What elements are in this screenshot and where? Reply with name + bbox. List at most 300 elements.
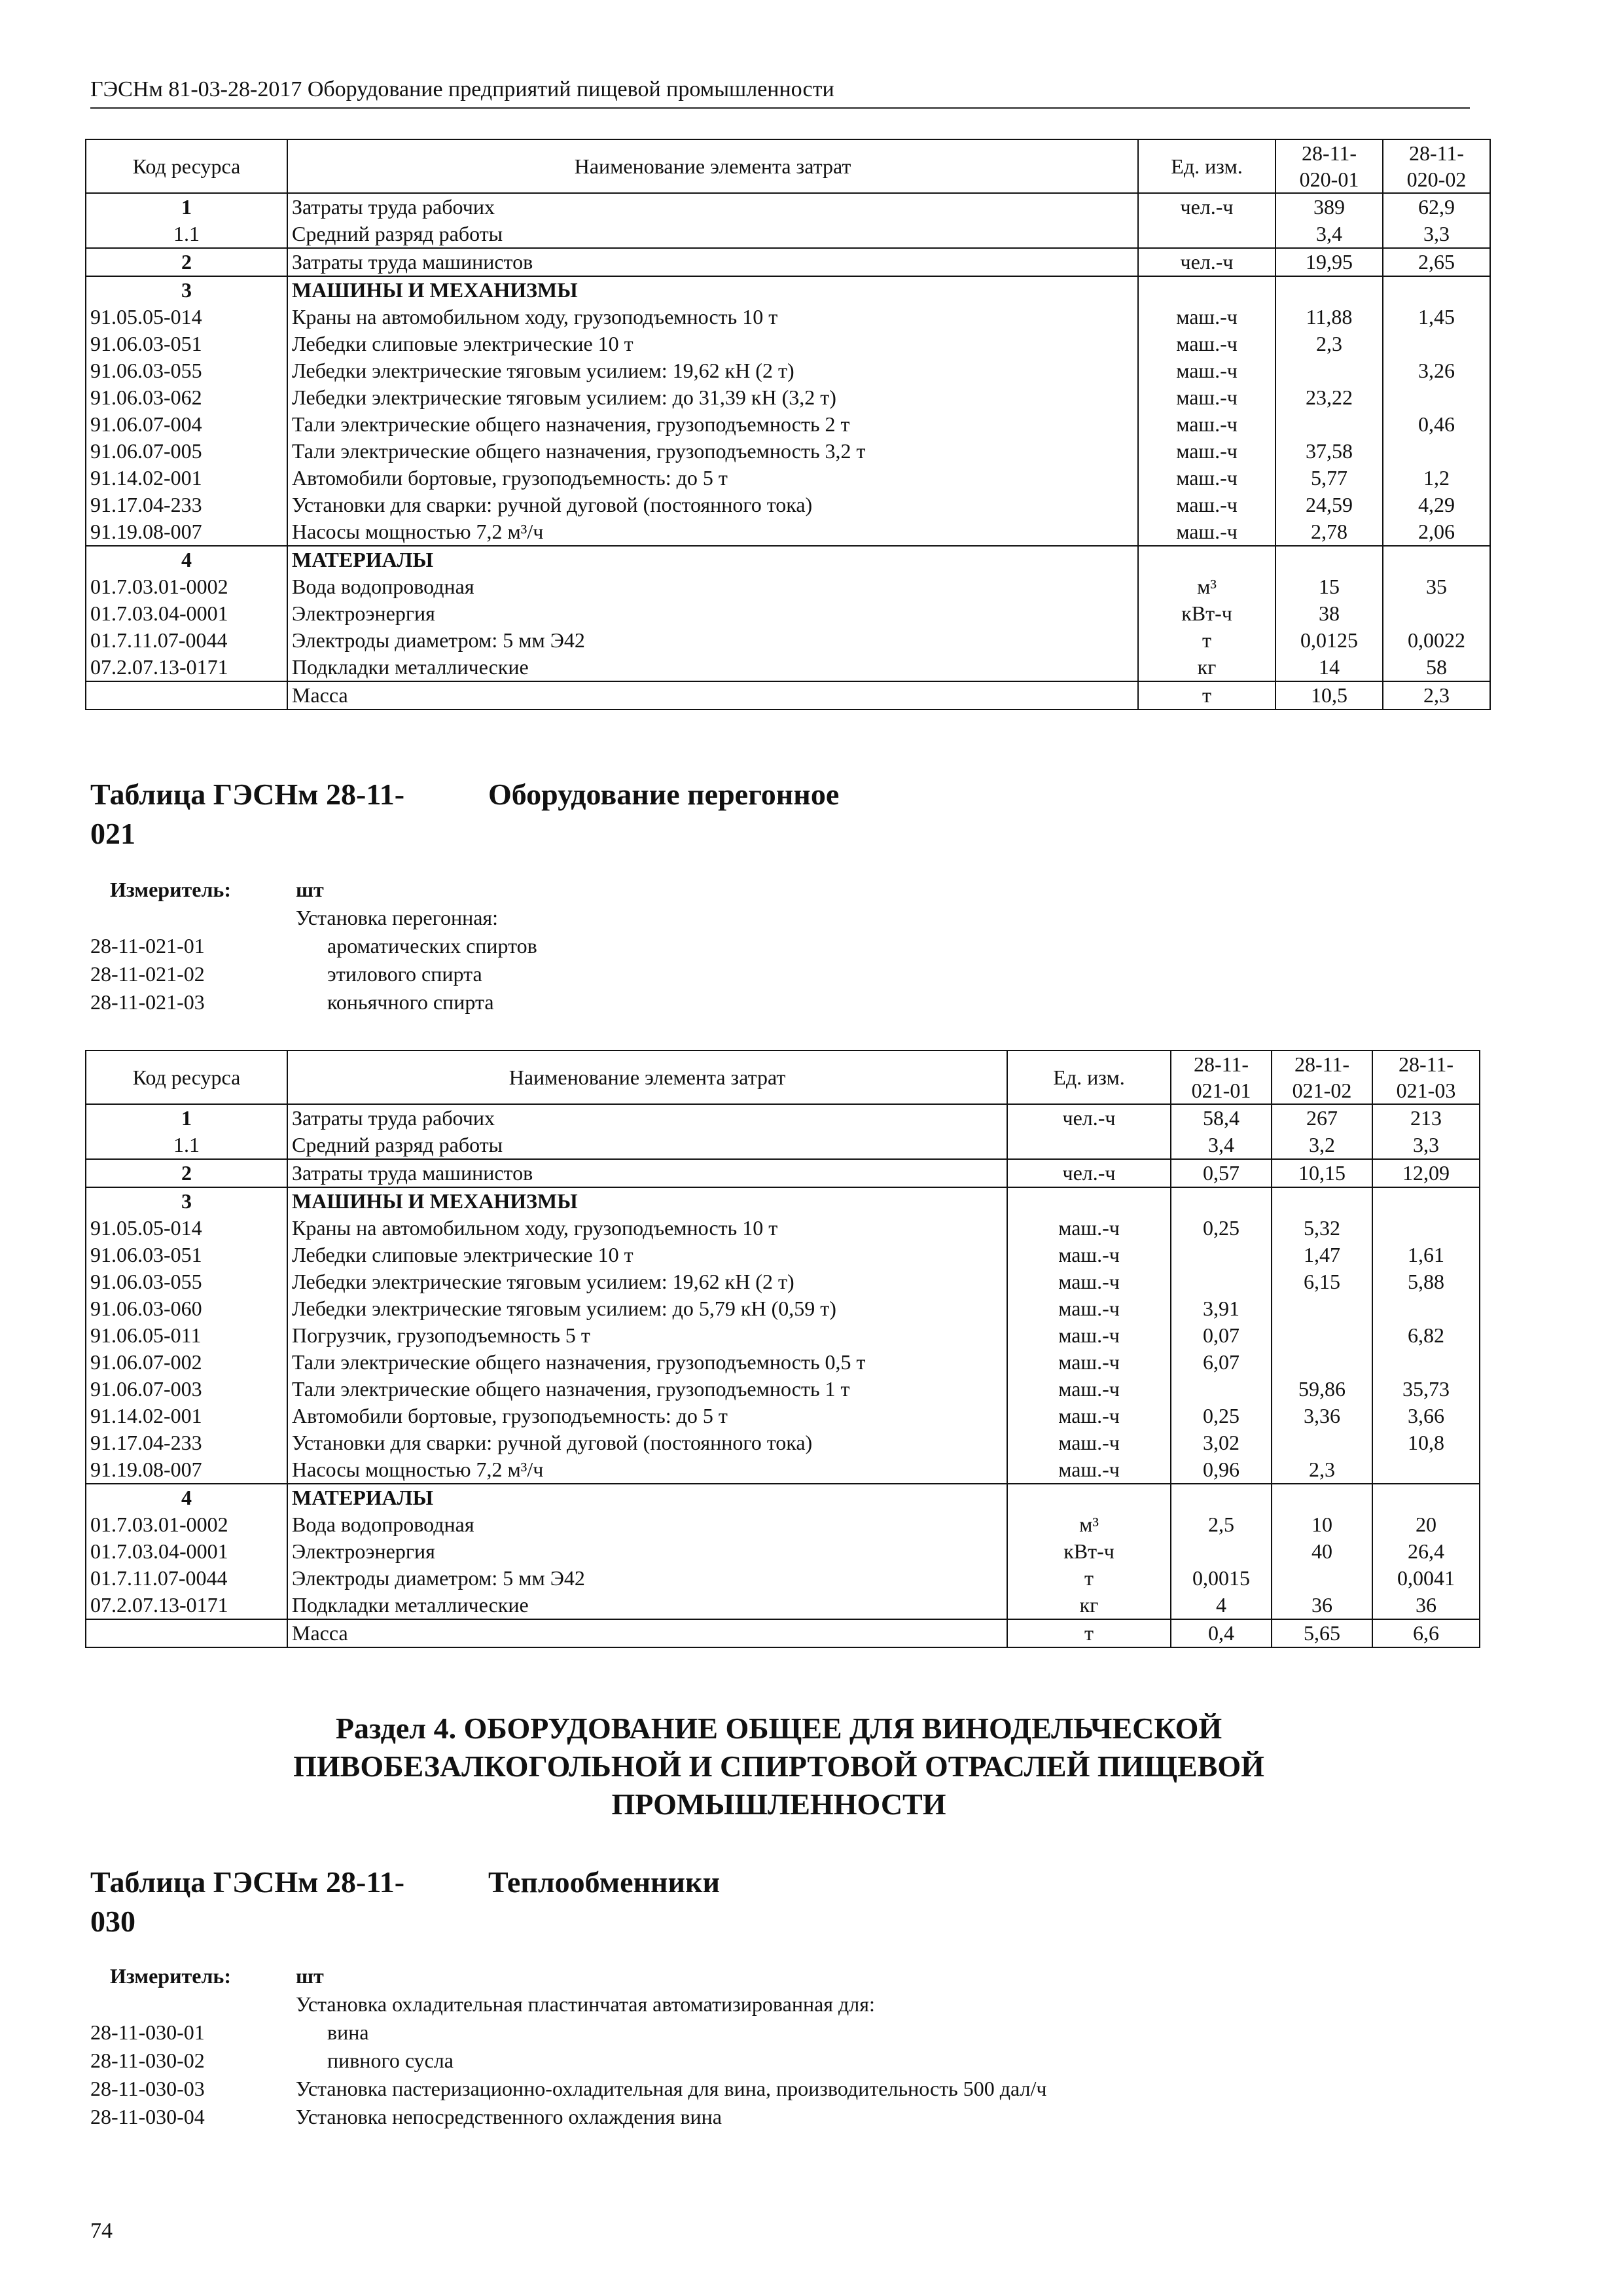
norm-value: 0,0022 bbox=[1383, 627, 1490, 654]
cost-item-name: Электроды диаметром: 5 мм Э42 bbox=[287, 627, 1138, 654]
resource-code: 1.1 bbox=[86, 1132, 287, 1159]
norm-value: 40 bbox=[1272, 1538, 1372, 1565]
cost-item-name: Вода водопроводная bbox=[287, 573, 1138, 600]
table-row bbox=[86, 1159, 1480, 1187]
norm-code-part: 021-03 bbox=[1396, 1079, 1456, 1102]
unit: маш.-ч bbox=[1007, 1242, 1171, 1268]
norm-value: 5,88 bbox=[1372, 1268, 1480, 1295]
unit: чел.-ч bbox=[1138, 248, 1275, 276]
norm-value: 23,22 bbox=[1275, 384, 1383, 411]
meter-value-021: шт bbox=[296, 878, 324, 901]
norm-description: ароматических спиртов bbox=[327, 934, 537, 958]
norm-description: Установка непосредственного охлаждения вина bbox=[296, 2105, 722, 2128]
resource-code: 91.06.03-051 bbox=[86, 1242, 287, 1268]
unit: маш.-ч bbox=[1138, 518, 1275, 546]
norm-value bbox=[1171, 1376, 1272, 1403]
cost-item-name: Затраты труда рабочих bbox=[287, 193, 1138, 221]
norm-value bbox=[1171, 1242, 1272, 1268]
norm-value bbox=[1383, 331, 1490, 357]
col-header-name: Наименование элемента затрат bbox=[287, 1050, 1007, 1104]
norm-value: 10 bbox=[1272, 1511, 1372, 1538]
cost-item-name: Средний разряд работы bbox=[287, 221, 1138, 248]
resource-code: 91.06.03-055 bbox=[86, 1268, 287, 1295]
table-row bbox=[86, 1592, 1480, 1619]
norm-value: 389 bbox=[1275, 193, 1383, 221]
norm-code: 28-11-030-02 bbox=[90, 2049, 205, 2072]
norm-value: 213 bbox=[1372, 1104, 1480, 1132]
table-row bbox=[86, 1403, 1480, 1429]
norm-value bbox=[1372, 1215, 1480, 1242]
norm-value: 3,4 bbox=[1275, 221, 1383, 248]
norm-value: 4,29 bbox=[1383, 492, 1490, 518]
norm-value: 0,0125 bbox=[1275, 627, 1383, 654]
norm-value: 6,07 bbox=[1171, 1349, 1272, 1376]
resource-code: 2 bbox=[86, 248, 287, 276]
norm-value: 11,88 bbox=[1275, 304, 1383, 331]
norm-value bbox=[1383, 600, 1490, 627]
unit: кВт-ч bbox=[1007, 1538, 1171, 1565]
norm-code: 28-11-021-01 bbox=[90, 934, 205, 958]
table-row bbox=[86, 331, 1490, 357]
unit: маш.-ч bbox=[1138, 357, 1275, 384]
norm-value bbox=[1272, 1295, 1372, 1322]
norm-value bbox=[1275, 357, 1383, 384]
col-header-norm-code bbox=[1383, 139, 1490, 193]
table-row bbox=[86, 627, 1490, 654]
cost-item-name: МАШИНЫ И МЕХАНИЗМЫ bbox=[287, 276, 1138, 304]
cost-item-name: Лебедки слиповые электрические 10 т bbox=[287, 331, 1138, 357]
norm-code: 28-11-030-04 bbox=[90, 2105, 205, 2128]
norm-code-part: 28-11- bbox=[1193, 1052, 1249, 1076]
unit bbox=[1007, 1484, 1171, 1511]
norm-value bbox=[1171, 1538, 1272, 1565]
resource-code: 91.06.03-051 bbox=[86, 331, 287, 357]
cost-item-name: Автомобили бортовые, грузоподъемность: до 5 т bbox=[287, 465, 1138, 492]
unit: кг bbox=[1007, 1592, 1171, 1619]
cost-table-020 bbox=[85, 139, 1491, 710]
resource-code: 91.06.07-004 bbox=[86, 411, 287, 438]
norm-value: 5,32 bbox=[1272, 1215, 1372, 1242]
norm-description: Установка пастеризационно-охладительная для вина, производительность 500 дал/ч bbox=[296, 2077, 1047, 2100]
table-row bbox=[86, 1268, 1480, 1295]
norm-value: 3,02 bbox=[1171, 1429, 1272, 1456]
resource-code: 3 bbox=[86, 276, 287, 304]
table-row bbox=[86, 1484, 1480, 1511]
cost-item-name: Установки для сварки: ручной дуговой (постоянного тока) bbox=[287, 492, 1138, 518]
resource-code: 1.1 bbox=[86, 221, 287, 248]
resource-code: 3 bbox=[86, 1187, 287, 1215]
norm-description: вина bbox=[327, 2020, 369, 2044]
norm-value bbox=[1171, 1187, 1272, 1215]
norm-value bbox=[1372, 1349, 1480, 1376]
resource-code: 91.06.03-062 bbox=[86, 384, 287, 411]
running-header: ГЭСНм 81-03-28-2017 Оборудование предприятий пищевой промышленности bbox=[90, 77, 834, 101]
table-row bbox=[86, 1215, 1480, 1242]
cost-item-name: Тали электрические общего назначения, грузоподъемность 0,5 т bbox=[287, 1349, 1007, 1376]
resource-code: 4 bbox=[86, 1484, 287, 1511]
resource-code: 01.7.03.04-0001 bbox=[86, 1538, 287, 1565]
unit: т bbox=[1138, 681, 1275, 709]
table-row bbox=[86, 1511, 1480, 1538]
norm-value: 2,3 bbox=[1383, 681, 1490, 709]
norm-value bbox=[1372, 1456, 1480, 1484]
norm-value: 0,25 bbox=[1171, 1215, 1272, 1242]
unit: кВт-ч bbox=[1138, 600, 1275, 627]
unit: т bbox=[1007, 1565, 1171, 1592]
norm-value: 6,6 bbox=[1372, 1619, 1480, 1647]
cost-item-name: Лебедки слиповые электрические 10 т bbox=[287, 1242, 1007, 1268]
table-row bbox=[86, 1349, 1480, 1376]
norm-description: пивного сусла bbox=[327, 2049, 454, 2072]
norm-value: 0,57 bbox=[1171, 1159, 1272, 1187]
norm-value bbox=[1275, 411, 1383, 438]
norm-code-part: 28-11- bbox=[1408, 141, 1465, 165]
col-header-code: Код ресурса bbox=[86, 1050, 287, 1104]
unit: маш.-ч bbox=[1138, 304, 1275, 331]
cost-item-name: Лебедки электрические тяговым усилием: до 31,39 кН (3,2 т) bbox=[287, 384, 1138, 411]
resource-code: 91.05.05-014 bbox=[86, 1215, 287, 1242]
norm-value: 4 bbox=[1171, 1592, 1272, 1619]
norm-value: 2,3 bbox=[1275, 331, 1383, 357]
unit: маш.-ч bbox=[1007, 1403, 1171, 1429]
resource-code: 07.2.07.13-0171 bbox=[86, 1592, 287, 1619]
table-row bbox=[86, 1376, 1480, 1403]
norm-code: 28-11-030-01 bbox=[90, 2020, 205, 2044]
unit: маш.-ч bbox=[1007, 1322, 1171, 1349]
norm-value: 10,8 bbox=[1372, 1429, 1480, 1456]
norm-value: 24,59 bbox=[1275, 492, 1383, 518]
norm-value: 20 bbox=[1372, 1511, 1480, 1538]
cost-item-name: Подкладки металлические bbox=[287, 654, 1138, 681]
norm-value: 2,65 bbox=[1383, 248, 1490, 276]
norm-value bbox=[1275, 546, 1383, 573]
meter-value-030: шт bbox=[296, 1964, 324, 1988]
norm-value: 62,9 bbox=[1383, 193, 1490, 221]
norm-value bbox=[1372, 1187, 1480, 1215]
cost-item-name: Автомобили бортовые, грузоподъемность: до 5 т bbox=[287, 1403, 1007, 1429]
cost-item-name: Краны на автомобильном ходу, грузоподъемность 10 т bbox=[287, 304, 1138, 331]
resource-code: 91.17.04-233 bbox=[86, 492, 287, 518]
norm-description: Установка охладительная пластинчатая автоматизированная для: bbox=[296, 1992, 875, 2016]
table-row bbox=[86, 1242, 1480, 1268]
resource-code: 91.19.08-007 bbox=[86, 518, 287, 546]
unit: маш.-ч bbox=[1007, 1456, 1171, 1484]
cost-item-name: Лебедки электрические тяговым усилием: до 5,79 кН (0,59 т) bbox=[287, 1295, 1007, 1322]
col-header-norm-code bbox=[1372, 1050, 1480, 1104]
norm-code-part: 28-11- bbox=[1301, 141, 1357, 165]
norm-value: 59,86 bbox=[1272, 1376, 1372, 1403]
col-header-name: Наименование элемента затрат bbox=[287, 139, 1138, 193]
cost-item-name: Насосы мощностью 7,2 м³/ч bbox=[287, 1456, 1007, 1484]
norm-value: 6,15 bbox=[1272, 1268, 1372, 1295]
unit: маш.-ч bbox=[1007, 1349, 1171, 1376]
unit: маш.-ч bbox=[1007, 1429, 1171, 1456]
col-header-norm-code bbox=[1275, 139, 1383, 193]
norm-value: 3,91 bbox=[1171, 1295, 1272, 1322]
norm-value bbox=[1383, 384, 1490, 411]
norm-description: Установка перегонная: bbox=[296, 906, 499, 929]
col-header-unit: Ед. изм. bbox=[1138, 139, 1275, 193]
resource-code bbox=[86, 1619, 287, 1647]
resource-code: 1 bbox=[86, 193, 287, 221]
col-header-norm-code bbox=[1171, 1050, 1272, 1104]
cost-item-name: Тали электрические общего назначения, грузоподъемность 2 т bbox=[287, 411, 1138, 438]
table-row bbox=[86, 518, 1490, 546]
table-row bbox=[86, 357, 1490, 384]
norm-value: 3,4 bbox=[1171, 1132, 1272, 1159]
norm-value bbox=[1272, 1322, 1372, 1349]
norm-value: 3,3 bbox=[1372, 1132, 1480, 1159]
table-row bbox=[86, 1187, 1480, 1215]
norm-value bbox=[1275, 276, 1383, 304]
norm-value: 3,66 bbox=[1372, 1403, 1480, 1429]
cost-item-name: Электроды диаметром: 5 мм Э42 bbox=[287, 1565, 1007, 1592]
resource-code: 91.19.08-007 bbox=[86, 1456, 287, 1484]
norm-value: 0,0015 bbox=[1171, 1565, 1272, 1592]
table-row bbox=[86, 681, 1490, 709]
col-header-unit: Ед. изм. bbox=[1007, 1050, 1171, 1104]
unit bbox=[1138, 221, 1275, 248]
unit: маш.-ч bbox=[1138, 411, 1275, 438]
norm-value: 1,47 bbox=[1272, 1242, 1372, 1268]
unit: чел.-ч bbox=[1007, 1104, 1171, 1132]
cost-item-name: Затраты труда машинистов bbox=[287, 248, 1138, 276]
resource-code: 01.7.03.01-0002 bbox=[86, 573, 287, 600]
norm-value bbox=[1383, 276, 1490, 304]
norm-value: 0,4 bbox=[1171, 1619, 1272, 1647]
cost-item-name: Насосы мощностью 7,2 м³/ч bbox=[287, 518, 1138, 546]
norm-value bbox=[1272, 1187, 1372, 1215]
unit: маш.-ч bbox=[1138, 492, 1275, 518]
norm-value: 38 bbox=[1275, 600, 1383, 627]
resource-code: 07.2.07.13-0171 bbox=[86, 654, 287, 681]
norm-value bbox=[1383, 546, 1490, 573]
norm-value bbox=[1272, 1429, 1372, 1456]
unit: кг bbox=[1138, 654, 1275, 681]
norm-value: 35 bbox=[1383, 573, 1490, 600]
resource-code: 01.7.03.01-0002 bbox=[86, 1511, 287, 1538]
table-row bbox=[86, 411, 1490, 438]
header-rule bbox=[90, 107, 1470, 109]
resource-code: 01.7.11.07-0044 bbox=[86, 1565, 287, 1592]
table-row bbox=[86, 221, 1490, 248]
cost-table-021 bbox=[85, 1050, 1480, 1648]
cost-item-name: Лебедки электрические тяговым усилием: 19,62 кН (2 т) bbox=[287, 357, 1138, 384]
norm-value: 1,61 bbox=[1372, 1242, 1480, 1268]
resource-code: 91.05.05-014 bbox=[86, 304, 287, 331]
section-4-heading: Раздел 4. ОБОРУДОВАНИЕ ОБЩЕЕ ДЛЯ ВИНОДЕЛЬЧЕСКОЙ ПИВОБЕЗАЛКОГОЛЬНОЙ И СПИРТОВОЙ ОТРАСЛЕЙ ПИЩЕВОЙ ПРОМЫШЛЕННОСТИ bbox=[293, 1712, 1264, 1821]
cost-item-name: Тали электрические общего назначения, грузоподъемность 3,2 т bbox=[287, 438, 1138, 465]
page-number: 74 bbox=[90, 2219, 113, 2243]
cost-item-name: Краны на автомобильном ходу, грузоподъемность 10 т bbox=[287, 1215, 1007, 1242]
meter-label-021: Измеритель: bbox=[110, 878, 231, 901]
unit: маш.-ч bbox=[1138, 465, 1275, 492]
norm-code: 28-11-021-03 bbox=[90, 990, 205, 1014]
norm-value: 1,2 bbox=[1383, 465, 1490, 492]
norm-description: коньячного спирта bbox=[327, 990, 494, 1014]
norm-value: 10,5 bbox=[1275, 681, 1383, 709]
norm-value: 12,09 bbox=[1372, 1159, 1480, 1187]
norm-code-part: 021-01 bbox=[1191, 1079, 1251, 1102]
resource-code: 91.06.05-011 bbox=[86, 1322, 287, 1349]
cost-item-name: Масса bbox=[287, 681, 1138, 709]
resource-code: 91.06.03-060 bbox=[86, 1295, 287, 1322]
table-row bbox=[86, 193, 1490, 221]
cost-item-name: Электроэнергия bbox=[287, 600, 1138, 627]
norm-code-part: 020-02 bbox=[1406, 168, 1467, 191]
norm-value: 3,3 bbox=[1383, 221, 1490, 248]
unit: чел.-ч bbox=[1138, 193, 1275, 221]
unit: маш.-ч bbox=[1138, 384, 1275, 411]
table-row bbox=[86, 1456, 1480, 1484]
table-row bbox=[86, 1322, 1480, 1349]
table-header-row bbox=[86, 1050, 1480, 1104]
norm-value bbox=[1372, 1295, 1480, 1322]
norm-value: 1,45 bbox=[1383, 304, 1490, 331]
table-header-row bbox=[86, 139, 1490, 193]
resource-code: 91.06.07-005 bbox=[86, 438, 287, 465]
norm-value bbox=[1272, 1565, 1372, 1592]
resource-code: 91.06.07-003 bbox=[86, 1376, 287, 1403]
norm-value bbox=[1383, 438, 1490, 465]
table-row bbox=[86, 384, 1490, 411]
cost-item-name: Масса bbox=[287, 1619, 1007, 1647]
table-row bbox=[86, 1619, 1480, 1647]
cost-item-name: Вода водопроводная bbox=[287, 1511, 1007, 1538]
cost-item-name: МАШИНЫ И МЕХАНИЗМЫ bbox=[287, 1187, 1007, 1215]
norm-value bbox=[1372, 1484, 1480, 1511]
cost-item-name: МАТЕРИАЛЫ bbox=[287, 546, 1138, 573]
norm-value: 37,58 bbox=[1275, 438, 1383, 465]
norm-value: 2,78 bbox=[1275, 518, 1383, 546]
norm-value: 0,96 bbox=[1171, 1456, 1272, 1484]
table-title-030-code: Таблица ГЭСНм 28-11- 030 bbox=[90, 1865, 405, 1938]
resource-code: 91.06.03-055 bbox=[86, 357, 287, 384]
cost-item-name: Подкладки металлические bbox=[287, 1592, 1007, 1619]
table-row bbox=[86, 465, 1490, 492]
resource-code: 2 bbox=[86, 1159, 287, 1187]
unit: м³ bbox=[1007, 1511, 1171, 1538]
resource-code: 91.17.04-233 bbox=[86, 1429, 287, 1456]
unit: маш.-ч bbox=[1007, 1268, 1171, 1295]
col-header-norm-code bbox=[1272, 1050, 1372, 1104]
norm-value: 3,2 bbox=[1272, 1132, 1372, 1159]
cost-item-name: Средний разряд работы bbox=[287, 1132, 1007, 1159]
norm-description: этилового спирта bbox=[327, 962, 482, 986]
norm-value: 36 bbox=[1272, 1592, 1372, 1619]
table-row bbox=[86, 654, 1490, 681]
cost-item-name: МАТЕРИАЛЫ bbox=[287, 1484, 1007, 1511]
unit: маш.-ч bbox=[1007, 1215, 1171, 1242]
norm-value: 267 bbox=[1272, 1104, 1372, 1132]
norm-value: 5,77 bbox=[1275, 465, 1383, 492]
table-row bbox=[86, 276, 1490, 304]
norm-value: 0,25 bbox=[1171, 1403, 1272, 1429]
cost-item-name: Погрузчик, грузоподъемность 5 т bbox=[287, 1322, 1007, 1349]
table-row bbox=[86, 1538, 1480, 1565]
unit: маш.-ч bbox=[1007, 1376, 1171, 1403]
norm-value: 0,07 bbox=[1171, 1322, 1272, 1349]
norm-value: 10,15 bbox=[1272, 1159, 1372, 1187]
table-row bbox=[86, 546, 1490, 573]
unit: т bbox=[1138, 627, 1275, 654]
norm-value: 0,46 bbox=[1383, 411, 1490, 438]
table-title-021-name: Оборудование перегонное bbox=[488, 778, 840, 811]
resource-code: 91.14.02-001 bbox=[86, 465, 287, 492]
unit: маш.-ч bbox=[1138, 331, 1275, 357]
table-row bbox=[86, 1104, 1480, 1132]
cost-item-name: Затраты труда машинистов bbox=[287, 1159, 1007, 1187]
norm-code-part: 28-11- bbox=[1294, 1052, 1350, 1076]
norm-value: 5,65 bbox=[1272, 1619, 1372, 1647]
norm-value: 35,73 bbox=[1372, 1376, 1480, 1403]
norm-value: 58 bbox=[1383, 654, 1490, 681]
table-row bbox=[86, 492, 1490, 518]
resource-code: 91.14.02-001 bbox=[86, 1403, 287, 1429]
table-row bbox=[86, 573, 1490, 600]
norm-value: 2,06 bbox=[1383, 518, 1490, 546]
unit: маш.-ч bbox=[1138, 438, 1275, 465]
table-row bbox=[86, 304, 1490, 331]
unit: маш.-ч bbox=[1007, 1295, 1171, 1322]
norm-code-part: 28-11- bbox=[1398, 1052, 1454, 1076]
norm-value: 26,4 bbox=[1372, 1538, 1480, 1565]
cost-item-name: Затраты труда рабочих bbox=[287, 1104, 1007, 1132]
norm-value: 2,3 bbox=[1272, 1456, 1372, 1484]
norm-value: 6,82 bbox=[1372, 1322, 1480, 1349]
norm-value: 2,5 bbox=[1171, 1511, 1272, 1538]
norm-value: 15 bbox=[1275, 573, 1383, 600]
table-title-030-name: Теплообменники bbox=[488, 1865, 721, 1899]
table-row bbox=[86, 438, 1490, 465]
cost-item-name: Электроэнергия bbox=[287, 1538, 1007, 1565]
resource-code: 1 bbox=[86, 1104, 287, 1132]
table-title-021-code: Таблица ГЭСНм 28-11- 021 bbox=[90, 778, 405, 850]
norm-code-part: 020-01 bbox=[1299, 168, 1359, 191]
unit bbox=[1007, 1132, 1171, 1159]
norm-value bbox=[1171, 1268, 1272, 1295]
resource-code bbox=[86, 681, 287, 709]
norm-value: 19,95 bbox=[1275, 248, 1383, 276]
cost-item-name: Тали электрические общего назначения, грузоподъемность 1 т bbox=[287, 1376, 1007, 1403]
resource-code: 01.7.11.07-0044 bbox=[86, 627, 287, 654]
table-row bbox=[86, 1295, 1480, 1322]
norm-value bbox=[1272, 1349, 1372, 1376]
norm-value: 58,4 bbox=[1171, 1104, 1272, 1132]
norm-code-part: 021-02 bbox=[1292, 1079, 1352, 1102]
cost-item-name: Лебедки электрические тяговым усилием: 19,62 кН (2 т) bbox=[287, 1268, 1007, 1295]
unit: т bbox=[1007, 1619, 1171, 1647]
table-row bbox=[86, 600, 1490, 627]
table-row bbox=[86, 1429, 1480, 1456]
norm-value: 36 bbox=[1372, 1592, 1480, 1619]
norm-value bbox=[1171, 1484, 1272, 1511]
resource-code: 91.06.07-002 bbox=[86, 1349, 287, 1376]
unit bbox=[1138, 546, 1275, 573]
norm-code: 28-11-021-02 bbox=[90, 962, 205, 986]
norm-value: 0,0041 bbox=[1372, 1565, 1480, 1592]
norm-value: 14 bbox=[1275, 654, 1383, 681]
norm-value: 3,36 bbox=[1272, 1403, 1372, 1429]
table-row bbox=[86, 1565, 1480, 1592]
unit: м³ bbox=[1138, 573, 1275, 600]
table-row bbox=[86, 248, 1490, 276]
norm-value: 3,26 bbox=[1383, 357, 1490, 384]
unit bbox=[1138, 276, 1275, 304]
norm-code: 28-11-030-03 bbox=[90, 2077, 205, 2100]
resource-code: 4 bbox=[86, 546, 287, 573]
meter-label-030: Измеритель: bbox=[110, 1964, 231, 1988]
